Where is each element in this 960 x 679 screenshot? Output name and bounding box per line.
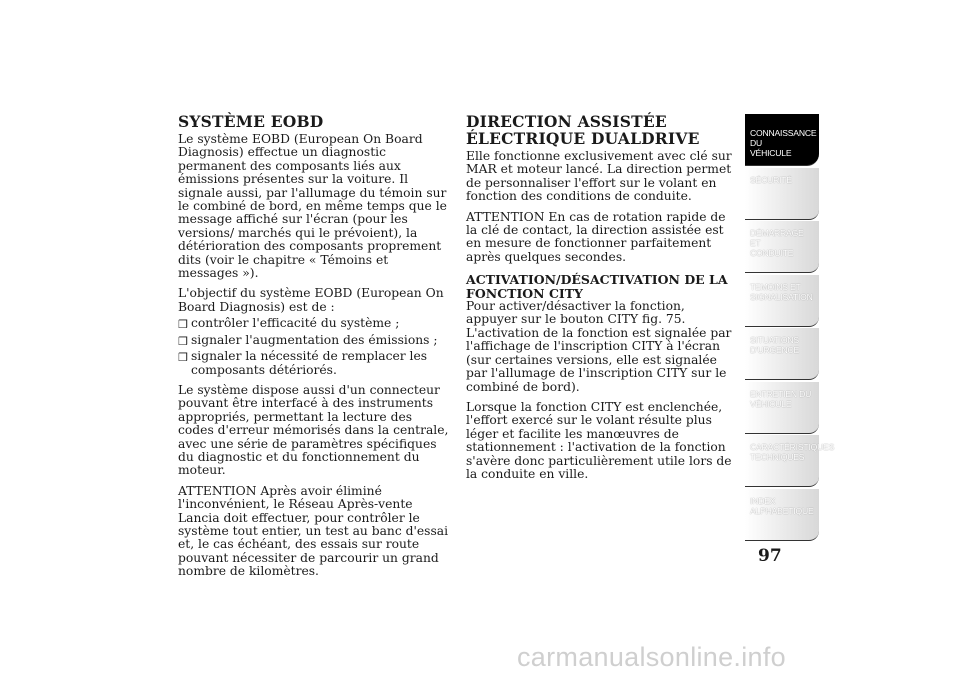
eobd-intro-paragraph: Le système EOBD (European On Board Diagnosis) effectue un diagnostic permanent des composants liés aux émissions présentes sur la voiture. Il signale aussi, par l'allumage du témoin sur le combiné de bord, en même temps que le message affiché sur l'écran (pour les versions/ marchés qui le prévoient), la détérioration des composants proprement dits (voir le chapitre « Témoins et messages »). [178,132,447,281]
bullet-item: ❒ signaler l'augmentation des émissions ; [178,332,438,348]
checkbox-bullet-icon: ❒ [178,318,188,332]
tab-index-alphabetique[interactable]: INDEX ALPHABETIQUE [745,489,819,541]
checkbox-bullet-icon: ❒ [178,351,188,365]
tab-entretien-du-vehicule[interactable]: ENTRETIEN DU VÉHICULE [745,382,819,434]
eobd-attention-paragraph: ATTENTION Après avoir éliminé l'inconvénient, le Réseau Après-vente Lancia doit effectuer, pour contrôler le système tout entier, un test au banc d'essai et, le cas échéant, des essais sur route pouvant nécessiter de parcourir un grand nombre de kilomètres. [178,483,449,579]
section-title-dualdrive: DIRECTION ASSISTÉE ÉLECTRIQUE DUALDRIVE [466,112,700,148]
page-number: 97 [758,546,782,566]
middle-column [466,113,739,488]
tab-temoins-et-signalisation[interactable]: TEMOINS ET SIGNALISATION [745,275,819,327]
tab-demarrage-et-conduite[interactable]: DÉMARRAGE ET CONDUITE [745,221,819,273]
watermark-text: carmanualsonline.info [517,642,786,672]
tab-connaissance-du-vehicule[interactable]: CONNAISSANCE DU VÉHICULE [745,114,819,166]
section-title-eobd: SYSTÈME EOBD [178,112,324,131]
eobd-connector-paragraph: Le système dispose aussi d'un connecteur pouvant être interfacé à des instruments appropriés, permettant la lecture des codes d'erreur mémorisés dans la centrale, avec une série de paramètres spécifiques du diagnostic et du fonctionnement du moteur. [178,382,449,478]
tab-caracteristiques-techniques[interactable]: CARACTÉRISTIQUES TECHNIQUES [745,435,819,487]
checkbox-bullet-icon: ❒ [178,334,188,348]
eobd-objective-paragraph: L'objectif du système EOBD (European On Board Diagnosis) est de : [178,286,444,314]
subsection-title-city: ACTIVATION/DÉSACTIVATION DE LA FONCTION CITY [466,272,728,301]
left-column [178,113,450,586]
bullet-item: ❒ contrôler l'efficacité du système ; [178,316,400,332]
city-activation-paragraph: Pour activer/désactiver la fonction, appuyer sur le bouton CITY fig. 75. L'activation de la fonction est signalée par l'affichage de l'inscription CITY à l'écran (sur certaines versions, elle est signalée par l'allumage de l'inscription CITY sur le combiné de bord). [466,299,732,394]
dualdrive-attention-paragraph: ATTENTION En cas de rotation rapide de la clé de contact, la direction assistée est en mesure de fonctionner parfaitement après quelques secondes. [466,209,726,264]
chapter-tabs [745,114,835,542]
tab-situations-d-urgence[interactable]: SITUATIONS D'URGENCE [745,328,819,380]
dualdrive-intro-paragraph: Elle fonctionne exclusivement avec clé sur MAR et moteur lancé. La direction permet de personnaliser l'effort sur le volant en fonction des conditions de conduite. [466,149,732,204]
tab-securite[interactable]: SÉCURITÉ [745,168,819,220]
bullet-item: ❒ signaler la nécessité de remplacer les composants détériorés. [178,349,428,377]
city-effect-paragraph: Lorsque la fonction CITY est enclenchée, l'effort exercé sur le volant résulte plus léger et facilite les manœuvres de stationnement : l'activation de la fonction s'avère donc particulièrement utile lors de la conduite en ville. [466,399,732,481]
